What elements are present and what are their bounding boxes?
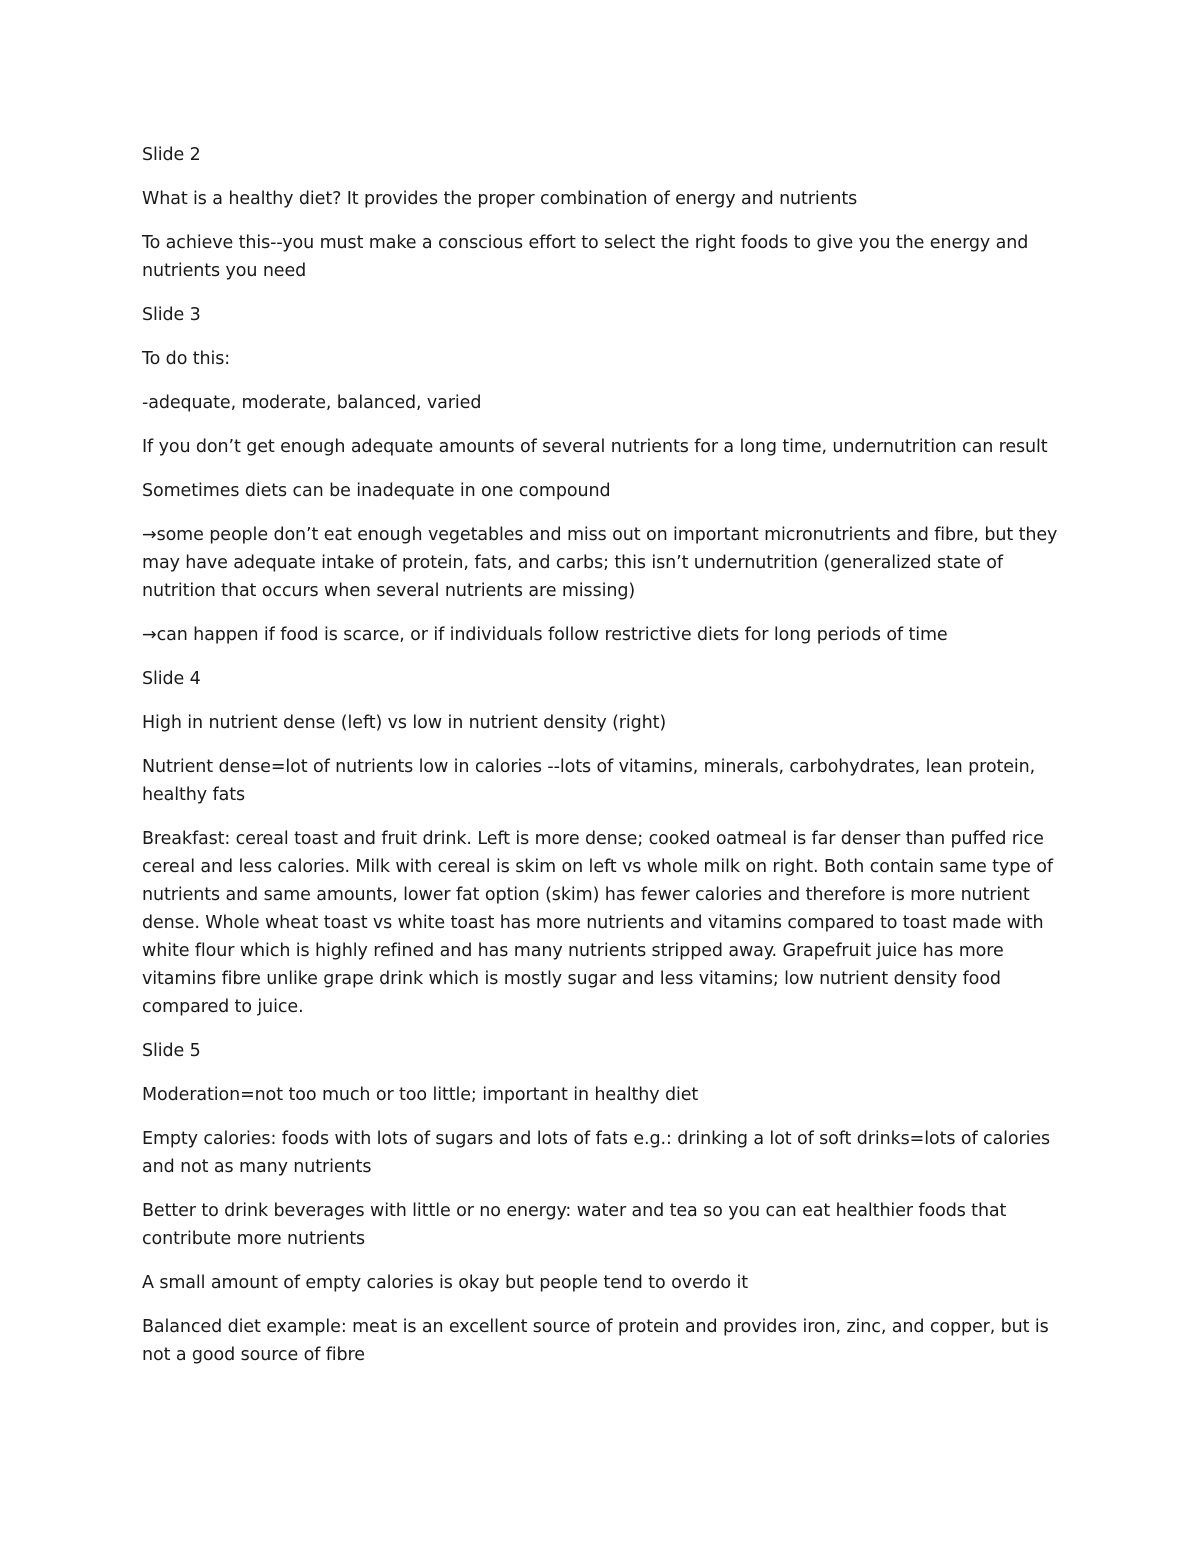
slide-heading: Slide 3	[142, 305, 201, 325]
paragraph: To do this:	[142, 349, 231, 369]
paragraph: High in nutrient dense (left) vs low in nutrient density (right)	[142, 713, 667, 733]
arrow-bullet-paragraph: →can happen if food is scarce, or if individuals follow restrictive diets for long periods of time	[142, 625, 948, 645]
slide-heading: Slide 4	[142, 669, 201, 689]
paragraph: Balanced diet example: meat is an excellent source of protein and provides iron, zinc, and copper, but is not a good source of fibre	[142, 1317, 1049, 1365]
paragraph: Sometimes diets can be inadequate in one compound	[142, 481, 611, 501]
paragraph: To achieve this--you must make a conscious effort to select the right foods to give you the energy and nutrients you need	[142, 233, 1029, 281]
paragraph: Moderation=not too much or too little; important in healthy diet	[142, 1085, 699, 1105]
paragraph: If you don’t get enough adequate amounts of several nutrients for a long time, undernutrition can result	[142, 437, 1048, 457]
paragraph: What is a healthy diet? It provides the proper combination of energy and nutrients	[142, 189, 858, 209]
paragraph: Better to drink beverages with little or no energy: water and tea so you can eat healthier foods that contribute more nutrients	[142, 1201, 1007, 1249]
arrow-bullet-paragraph: →some people don’t eat enough vegetables and miss out on important micronutrients and fibre, but they may have adequate intake of protein, fats, and carbs; this isn’t undernutrition (generalized state of nutrition that occurs when several nutrients are missing)	[142, 525, 1058, 601]
paragraph: A small amount of empty calories is okay but people tend to overdo it	[142, 1273, 749, 1293]
paragraph: -adequate, moderate, balanced, varied	[142, 393, 482, 413]
paragraph: Empty calories: foods with lots of sugars and lots of fats e.g.: drinking a lot of soft drinks=lots of calories and not as many nutrients	[142, 1129, 1051, 1177]
paragraph: Breakfast: cereal toast and fruit drink. Left is more dense; cooked oatmeal is far denser than puffed rice cereal and less calories. Milk with cereal is skim on left vs whole milk on right. Both contain same type of nutrients and same amounts, lower fat option (skim) has fewer calories and therefore is more nutrient dense. Whole wheat toast vs white toast has more nutrients and vitamins compared to toast made with white flour which is highly refined and has many nutrients stripped away. Grapefruit juice has more vitamins fibre unlike grape drink which is mostly sugar and less vitamins; low nutrient density food compared to juice.	[142, 829, 1053, 1017]
paragraph: Nutrient dense=lot of nutrients low in calories --lots of vitamins, minerals, carbohydrates, lean protein, healthy fats	[142, 757, 1036, 805]
slide-heading: Slide 5	[142, 1041, 201, 1061]
slide-heading: Slide 2	[142, 145, 201, 165]
document-body	[142, 141, 1060, 1385]
